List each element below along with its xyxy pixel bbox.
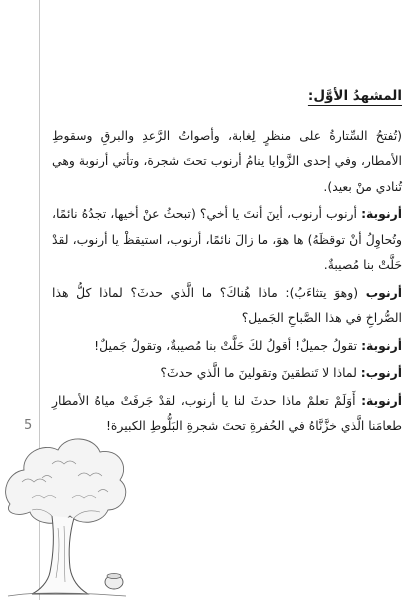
dialogue-line: [52, 333, 402, 359]
speaker-name: أرنوبة:: [361, 392, 402, 408]
speaker-name: أرنوب: [365, 284, 402, 300]
dialogue-line: [52, 280, 402, 331]
speaker-name: أرنوبة:: [361, 337, 402, 353]
dialogue-line: [52, 201, 402, 278]
dialogue-line: [52, 388, 402, 439]
dialogue-line: [52, 360, 402, 386]
dialogue-text: (وهوَ يتثاءَبُ): ماذا هُناكَ؟ ما الَّذي حدثَ؟ لماذا كلُّ هذا الصُّراخِ في هذا الصَّباحِ الجَميل؟: [52, 284, 402, 325]
dialogue-text: تقولُ جميلٌ! أقولُ لكَ حَلَّتْ بنا مُصيبةٌ، وتقولُ جَميلٌ!: [94, 337, 362, 353]
play-text: [52, 84, 402, 441]
scene-heading: المشهدُ الأوَّل:: [307, 88, 402, 104]
dialogue-text: أرنوب أرنوب، أينَ أنتَ يا أخي؟ (تبحثُ عنْ أخيها، تجدُهُ نائمًا، وتُحاوِلُ أنْ توقظَهُ) ها هوَ، ما زالَ نائمًا، أرنوب، استيقظْ يا أرنوب، لقدْ حَلَّتْ بنا مُصيبةٌ.: [52, 206, 402, 272]
speaker-name: أرنوب:: [360, 365, 402, 380]
dialogue-text: لماذا لا تَنطقينَ وتقولينَ ما الَّذي حدثَ؟: [160, 365, 361, 380]
stage-direction: (تُفتحُ السِّتارةُ على منظرٍ لِغابة، وأصواتُ الرَّعدِ والبرقِ وسقوطِ الأمطار، وفي إحدى الزَّوايا ينامُ أرنوب تحتَ شجرة، وتأتي أرنوبة وهي تُنادي منْ بعيد).: [52, 127, 402, 194]
page-number: 5: [24, 418, 33, 433]
speaker-name: أرنوبة:: [361, 206, 402, 221]
dialogue-text: أَوَلَمْ تعلمْ ماذا حدثَ لنا يا أرنوب، لقدْ جَرفَتْ مياهُ الأمطارِ طعامَنا الَّذي خزَّنَّاهُ في الحُفرةِ تحتَ شجرةِ البَلُّوطِ الكبيرة!: [52, 392, 402, 433]
tree-illustration: [2, 432, 132, 600]
